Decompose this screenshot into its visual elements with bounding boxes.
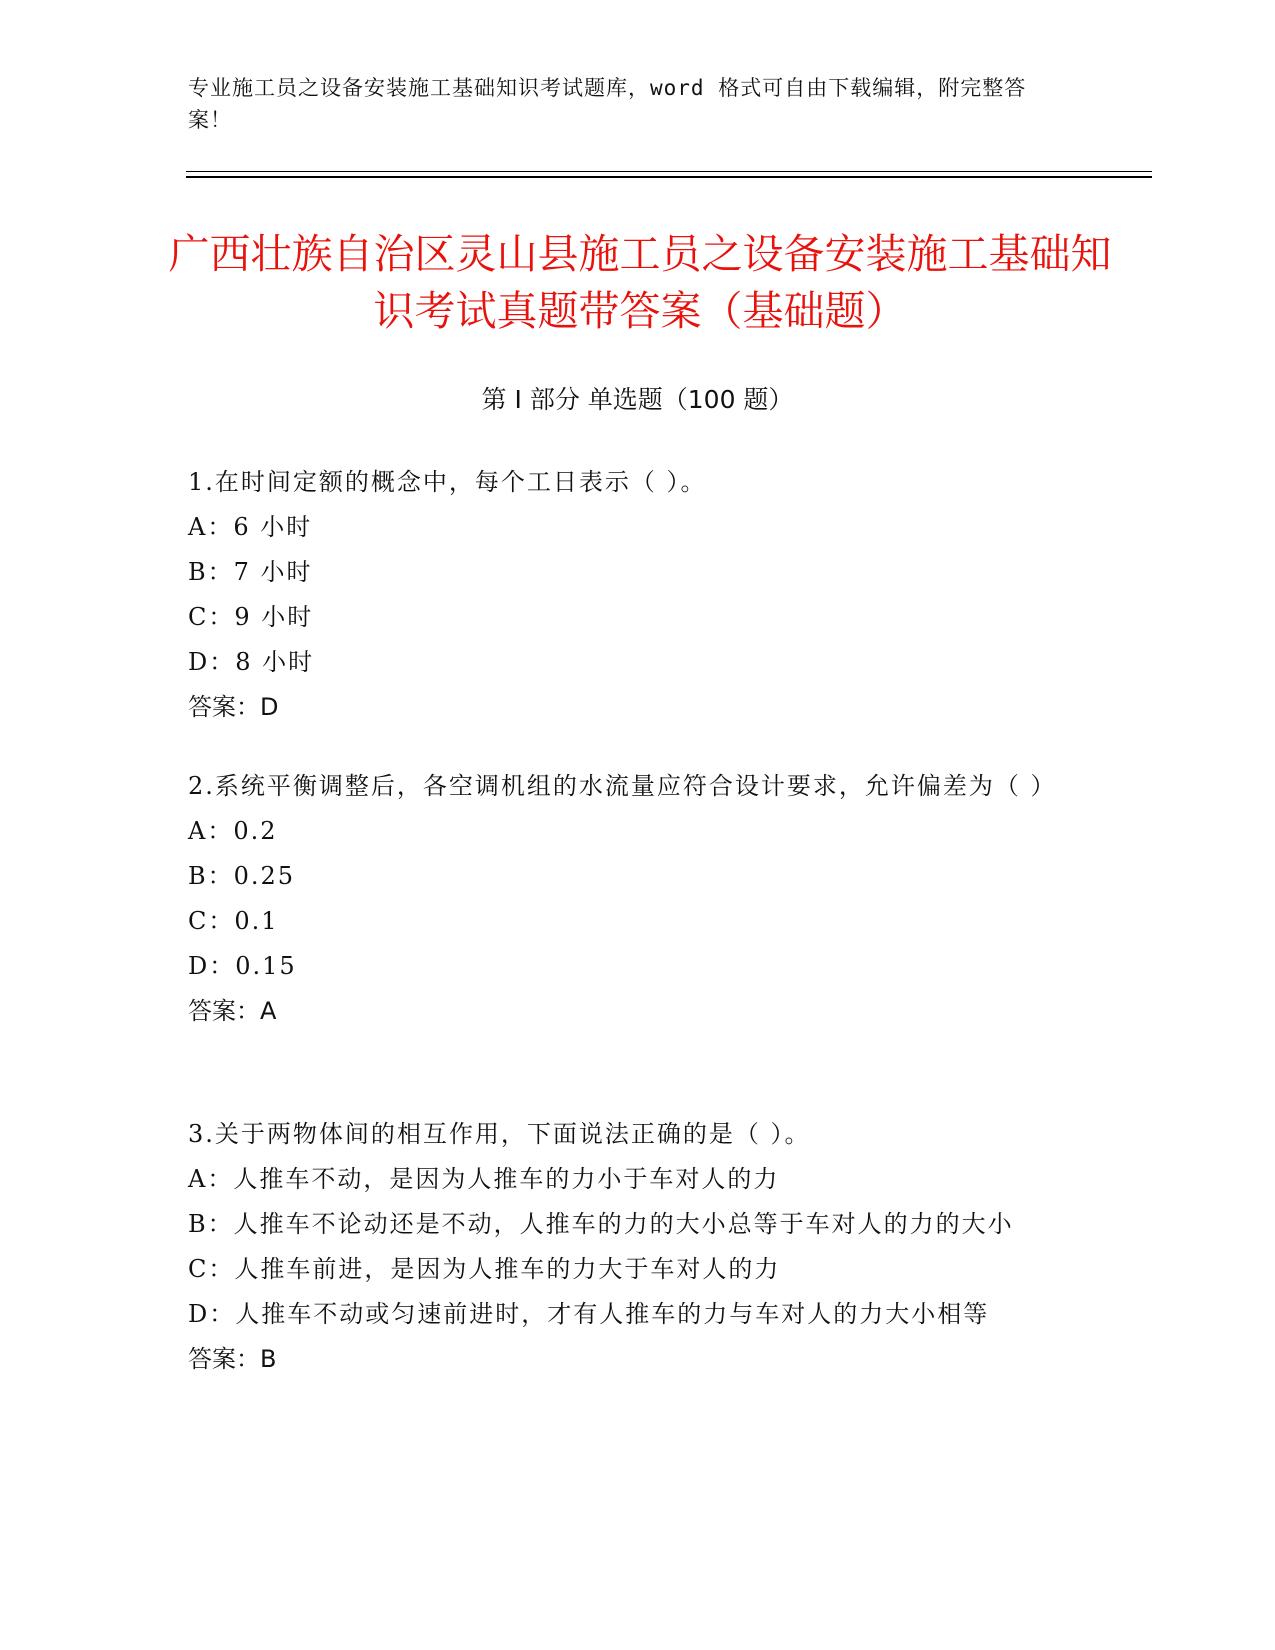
question-stem: 1.在时间定额的概念中，每个工日表示（ ）。 <box>188 468 707 496</box>
header-rule-thick <box>186 176 1152 178</box>
section-heading: 第 I 部分 单选题（100 题） <box>481 385 794 414</box>
header-note: 专业施工员之设备安装施工基础知识考试题库，word 格式可自由下载编辑，附完整答案！ <box>188 76 1027 132</box>
option-a: A：6 小时 <box>188 513 313 541</box>
option-c: C：人推车前进，是因为人推车的力大于车对人的力 <box>188 1255 781 1283</box>
question-stem: 2.系统平衡调整后，各空调机组的水流量应符合设计要求，允许偏差为（ ） <box>188 772 1057 800</box>
option-c: C：0.1 <box>188 907 279 935</box>
option-d: D：8 小时 <box>188 648 315 676</box>
option-a: A：人推车不动，是因为人推车的力小于车对人的力 <box>188 1165 780 1193</box>
question-stem: 3.关于两物体间的相互作用，下面说法正确的是（ ）。 <box>188 1120 811 1148</box>
option-b: B：0.25 <box>188 862 296 890</box>
header-rule-thin <box>186 171 1152 172</box>
question-2 <box>188 764 1088 1034</box>
question-3 <box>188 1112 1088 1382</box>
option-d: D：人推车不动或匀速前进时，才有人推车的力与车对人的力大小相等 <box>188 1300 990 1328</box>
option-b: B：7 小时 <box>188 558 313 586</box>
option-a: A：0.2 <box>188 817 278 845</box>
answer-line: 答案：D <box>188 693 279 721</box>
option-b: B：人推车不论动还是不动，人推车的力的大小总等于车对人的力的大小 <box>188 1210 1014 1238</box>
option-d: D：0.15 <box>188 952 297 980</box>
answer-line: 答案：B <box>188 1345 277 1373</box>
answer-line: 答案：A <box>188 997 277 1025</box>
question-1 <box>188 460 1088 730</box>
option-c: C：9 小时 <box>188 603 314 631</box>
page-title: 广西壮族自治区灵山县施工员之设备安装施工基础知识考试真题带答案（基础题） <box>168 230 1112 335</box>
